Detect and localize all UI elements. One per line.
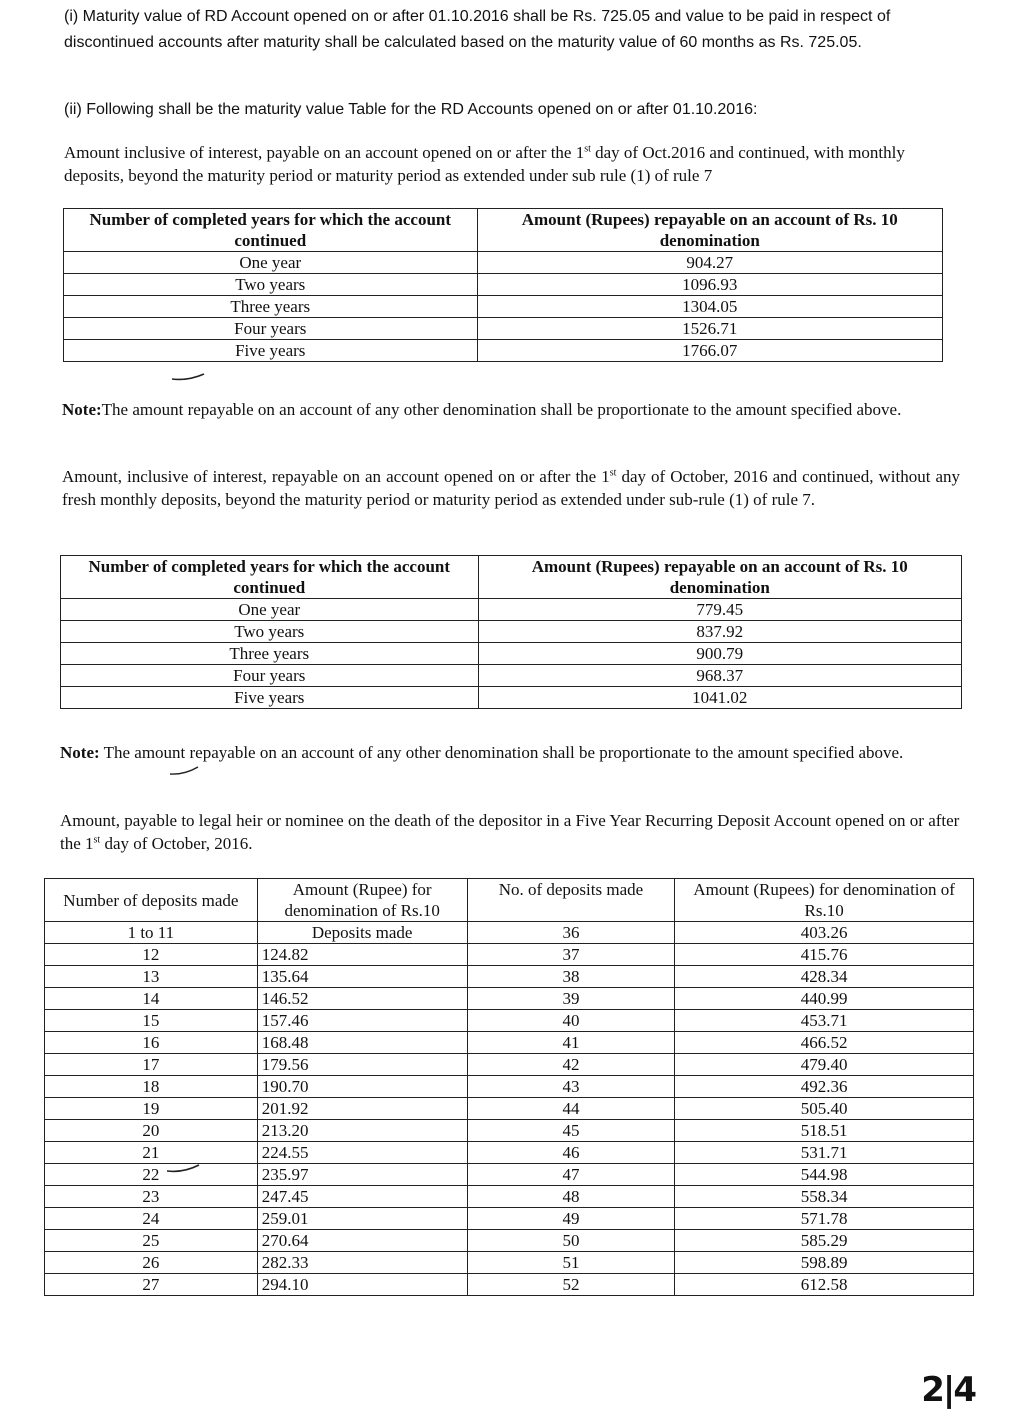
amount-cell: 157.46 bbox=[257, 1010, 467, 1032]
amount-cell: 259.01 bbox=[257, 1208, 467, 1230]
deposits-made-cell: 25 bbox=[45, 1230, 258, 1252]
amount-cell: 1304.05 bbox=[477, 296, 942, 318]
table-row bbox=[45, 1120, 974, 1142]
amount-cell: 612.58 bbox=[675, 1274, 974, 1296]
deposits-made-cell: 16 bbox=[45, 1032, 258, 1054]
table-header-row bbox=[64, 209, 943, 252]
deposits-made-cell: 39 bbox=[467, 988, 675, 1010]
section1-intro bbox=[64, 141, 924, 187]
deposits-made-cell: 44 bbox=[467, 1098, 675, 1120]
deposits-made-cell: 13 bbox=[45, 966, 258, 988]
section3-intro-pre: Amount, payable to legal heir or nominee on the death of the depositor in a Five Year Recurring Deposit Account opened on or after the 1 bbox=[60, 811, 960, 853]
table-row bbox=[64, 252, 943, 274]
page-number: 2|4 bbox=[921, 1370, 975, 1410]
deposits-made-cell: 20 bbox=[45, 1120, 258, 1142]
amount-cell: 779.45 bbox=[478, 599, 961, 621]
amount-cell: 415.76 bbox=[675, 944, 974, 966]
amount-cell: 904.27 bbox=[477, 252, 942, 274]
deposits-made-cell: 19 bbox=[45, 1098, 258, 1120]
note-text: The amount repayable on an account of any other denomination shall be proportionate to the amount specified above. bbox=[101, 400, 902, 419]
table-row bbox=[61, 621, 962, 643]
table-row bbox=[45, 1098, 974, 1120]
table-row bbox=[61, 687, 962, 709]
section2-intro-pre: Amount, inclusive of interest, repayable on an account opened on or after the 1 bbox=[62, 467, 610, 486]
amount-cell: 453.71 bbox=[675, 1010, 974, 1032]
table-row bbox=[45, 1010, 974, 1032]
deposits-made-cell: 24 bbox=[45, 1208, 258, 1230]
amount-cell: Deposits made bbox=[257, 922, 467, 944]
amount-cell: 201.92 bbox=[257, 1098, 467, 1120]
amount-cell: 440.99 bbox=[675, 988, 974, 1010]
years-cell: Three years bbox=[64, 296, 478, 318]
amount-cell: 1041.02 bbox=[478, 687, 961, 709]
column-header-amount: Amount (Rupees) for denomination of Rs.10 bbox=[675, 879, 974, 922]
deposits-made-cell: 47 bbox=[467, 1164, 675, 1186]
table-row bbox=[45, 1032, 974, 1054]
deposits-made-cell: 40 bbox=[467, 1010, 675, 1032]
amount-cell: 1096.93 bbox=[477, 274, 942, 296]
deposits-made-cell: 36 bbox=[467, 922, 675, 944]
deposits-made-cell: 21 bbox=[45, 1142, 258, 1164]
deposits-made-cell: 1 to 11 bbox=[45, 922, 258, 944]
table-row bbox=[45, 1274, 974, 1296]
table-header-row bbox=[61, 556, 962, 599]
deposits-made-cell: 52 bbox=[467, 1274, 675, 1296]
deposits-made-cell: 23 bbox=[45, 1186, 258, 1208]
amount-cell: 124.82 bbox=[257, 944, 467, 966]
amount-cell: 531.71 bbox=[675, 1142, 974, 1164]
amount-cell: 466.52 bbox=[675, 1032, 974, 1054]
deposits-made-cell: 42 bbox=[467, 1054, 675, 1076]
amount-cell: 235.97 bbox=[257, 1164, 467, 1186]
amount-cell: 428.34 bbox=[675, 966, 974, 988]
deposits-made-cell: 18 bbox=[45, 1076, 258, 1098]
section1-intro-sup: st bbox=[584, 143, 591, 155]
years-cell: One year bbox=[61, 599, 479, 621]
amount-cell: 135.64 bbox=[257, 966, 467, 988]
column-header-deposits-made: Number of deposits made bbox=[45, 879, 258, 922]
death-claim-table bbox=[44, 878, 974, 1296]
deposits-made-cell: 17 bbox=[45, 1054, 258, 1076]
amount-cell: 294.10 bbox=[257, 1274, 467, 1296]
table-row bbox=[61, 599, 962, 621]
years-cell: Five years bbox=[64, 340, 478, 362]
table-row bbox=[45, 966, 974, 988]
deposits-made-cell: 15 bbox=[45, 1010, 258, 1032]
deposits-made-cell: 22 bbox=[45, 1164, 258, 1186]
table-row bbox=[61, 665, 962, 687]
section3-intro-post: day of October, 2016. bbox=[100, 834, 253, 853]
deposits-made-cell: 41 bbox=[467, 1032, 675, 1054]
years-cell: Three years bbox=[61, 643, 479, 665]
section3-intro bbox=[60, 809, 968, 855]
pen-tick-mark bbox=[170, 371, 210, 383]
table-row bbox=[45, 1186, 974, 1208]
deposits-made-cell: 46 bbox=[467, 1142, 675, 1164]
deposits-made-cell: 14 bbox=[45, 988, 258, 1010]
table-row bbox=[64, 318, 943, 340]
amount-cell: 585.29 bbox=[675, 1230, 974, 1252]
deposits-made-cell: 43 bbox=[467, 1076, 675, 1098]
amount-cell: 505.40 bbox=[675, 1098, 974, 1120]
deposits-made-cell: 12 bbox=[45, 944, 258, 966]
table-header-row bbox=[45, 879, 974, 922]
column-header-amount: Amount (Rupees) repayable on an account of Rs. 10 denomination bbox=[477, 209, 942, 252]
section1-intro-pre: Amount inclusive of interest, payable on an account opened on or after the 1 bbox=[64, 143, 585, 162]
years-cell: Four years bbox=[64, 318, 478, 340]
section1-note bbox=[62, 398, 960, 421]
years-cell: Two years bbox=[61, 621, 479, 643]
amount-cell: 968.37 bbox=[478, 665, 961, 687]
amount-cell: 179.56 bbox=[257, 1054, 467, 1076]
years-cell: Five years bbox=[61, 687, 479, 709]
paragraph-ii: (ii) Following shall be the maturity value Table for the RD Accounts opened on or after 01.10.2016: bbox=[64, 101, 758, 118]
deposits-made-cell: 48 bbox=[467, 1186, 675, 1208]
table-row bbox=[45, 1142, 974, 1164]
amount-cell: 479.40 bbox=[675, 1054, 974, 1076]
deposits-made-cell: 37 bbox=[467, 944, 675, 966]
amount-cell: 403.26 bbox=[675, 922, 974, 944]
column-header-amount: Amount (Rupees) repayable on an account of Rs. 10 denomination bbox=[478, 556, 961, 599]
section1-intro-post: day of Oct.2016 and continued, with monthly deposits, beyond the maturity period or maturity period as extended under sub rule (1) of rule 7 bbox=[64, 143, 905, 185]
column-header-years: Number of completed years for which the account continued bbox=[61, 556, 479, 599]
amount-cell: 558.34 bbox=[675, 1186, 974, 1208]
section3-intro-sup: st bbox=[93, 834, 101, 846]
pen-tick-mark bbox=[168, 765, 208, 779]
table-row bbox=[45, 1208, 974, 1230]
amount-cell: 837.92 bbox=[478, 621, 961, 643]
table-row bbox=[45, 1076, 974, 1098]
amount-cell: 247.45 bbox=[257, 1186, 467, 1208]
amount-cell: 518.51 bbox=[675, 1120, 974, 1142]
deposits-made-cell: 38 bbox=[467, 966, 675, 988]
table-with-deposits bbox=[63, 208, 943, 362]
years-cell: One year bbox=[64, 252, 478, 274]
deposits-made-cell: 49 bbox=[467, 1208, 675, 1230]
table-row bbox=[45, 922, 974, 944]
note-label: Note: bbox=[60, 743, 100, 762]
amount-cell: 1526.71 bbox=[477, 318, 942, 340]
note-label: Note: bbox=[62, 400, 102, 419]
table-row bbox=[64, 296, 943, 318]
amount-cell: 190.70 bbox=[257, 1076, 467, 1098]
amount-cell: 213.20 bbox=[257, 1120, 467, 1142]
deposits-made-cell: 50 bbox=[467, 1230, 675, 1252]
table-row bbox=[61, 643, 962, 665]
amount-cell: 168.48 bbox=[257, 1032, 467, 1054]
section2-intro-post: day of October, 2016 and continued, without any fresh monthly deposits, beyond the maturity period or maturity period as extended under sub-rule (1) of rule 7. bbox=[62, 467, 960, 509]
table-row bbox=[45, 944, 974, 966]
deposits-made-cell: 45 bbox=[467, 1120, 675, 1142]
amount-cell: 900.79 bbox=[478, 643, 961, 665]
pen-tick-mark bbox=[165, 1162, 205, 1176]
table-row bbox=[45, 1230, 974, 1252]
amount-cell: 224.55 bbox=[257, 1142, 467, 1164]
amount-cell: 492.36 bbox=[675, 1076, 974, 1098]
deposits-made-cell: 26 bbox=[45, 1252, 258, 1274]
section2-note bbox=[60, 741, 963, 764]
amount-cell: 598.89 bbox=[675, 1252, 974, 1274]
column-header-years: Number of completed years for which the account continued bbox=[64, 209, 478, 252]
column-header-deposits-made: No. of deposits made bbox=[467, 879, 675, 922]
amount-cell: 146.52 bbox=[257, 988, 467, 1010]
amount-cell: 571.78 bbox=[675, 1208, 974, 1230]
section2-intro-sup: st bbox=[609, 467, 617, 479]
amount-cell: 282.33 bbox=[257, 1252, 467, 1274]
table-row bbox=[45, 988, 974, 1010]
table-row bbox=[64, 274, 943, 296]
table-row bbox=[45, 1054, 974, 1076]
deposits-made-cell: 51 bbox=[467, 1252, 675, 1274]
table-row bbox=[64, 340, 943, 362]
table-without-deposits bbox=[60, 555, 962, 709]
amount-cell: 1766.07 bbox=[477, 340, 942, 362]
years-cell: Two years bbox=[64, 274, 478, 296]
paragraph-i: (i) Maturity value of RD Account opened on or after 01.10.2016 shall be Rs. 725.05 and value to be paid in respect of discontinued accounts after maturity shall be calculated based on the maturity value of 60 months as Rs. 725.05. bbox=[64, 8, 891, 51]
column-header-amount: Amount (Rupee) for denomination of Rs.10 bbox=[257, 879, 467, 922]
years-cell: Four years bbox=[61, 665, 479, 687]
deposits-made-cell: 27 bbox=[45, 1274, 258, 1296]
amount-cell: 544.98 bbox=[675, 1164, 974, 1186]
section2-intro bbox=[62, 465, 960, 511]
table-row bbox=[45, 1252, 974, 1274]
amount-cell: 270.64 bbox=[257, 1230, 467, 1252]
note-text: The amount repayable on an account of any other denomination shall be proportionate to the amount specified above. bbox=[99, 743, 904, 762]
